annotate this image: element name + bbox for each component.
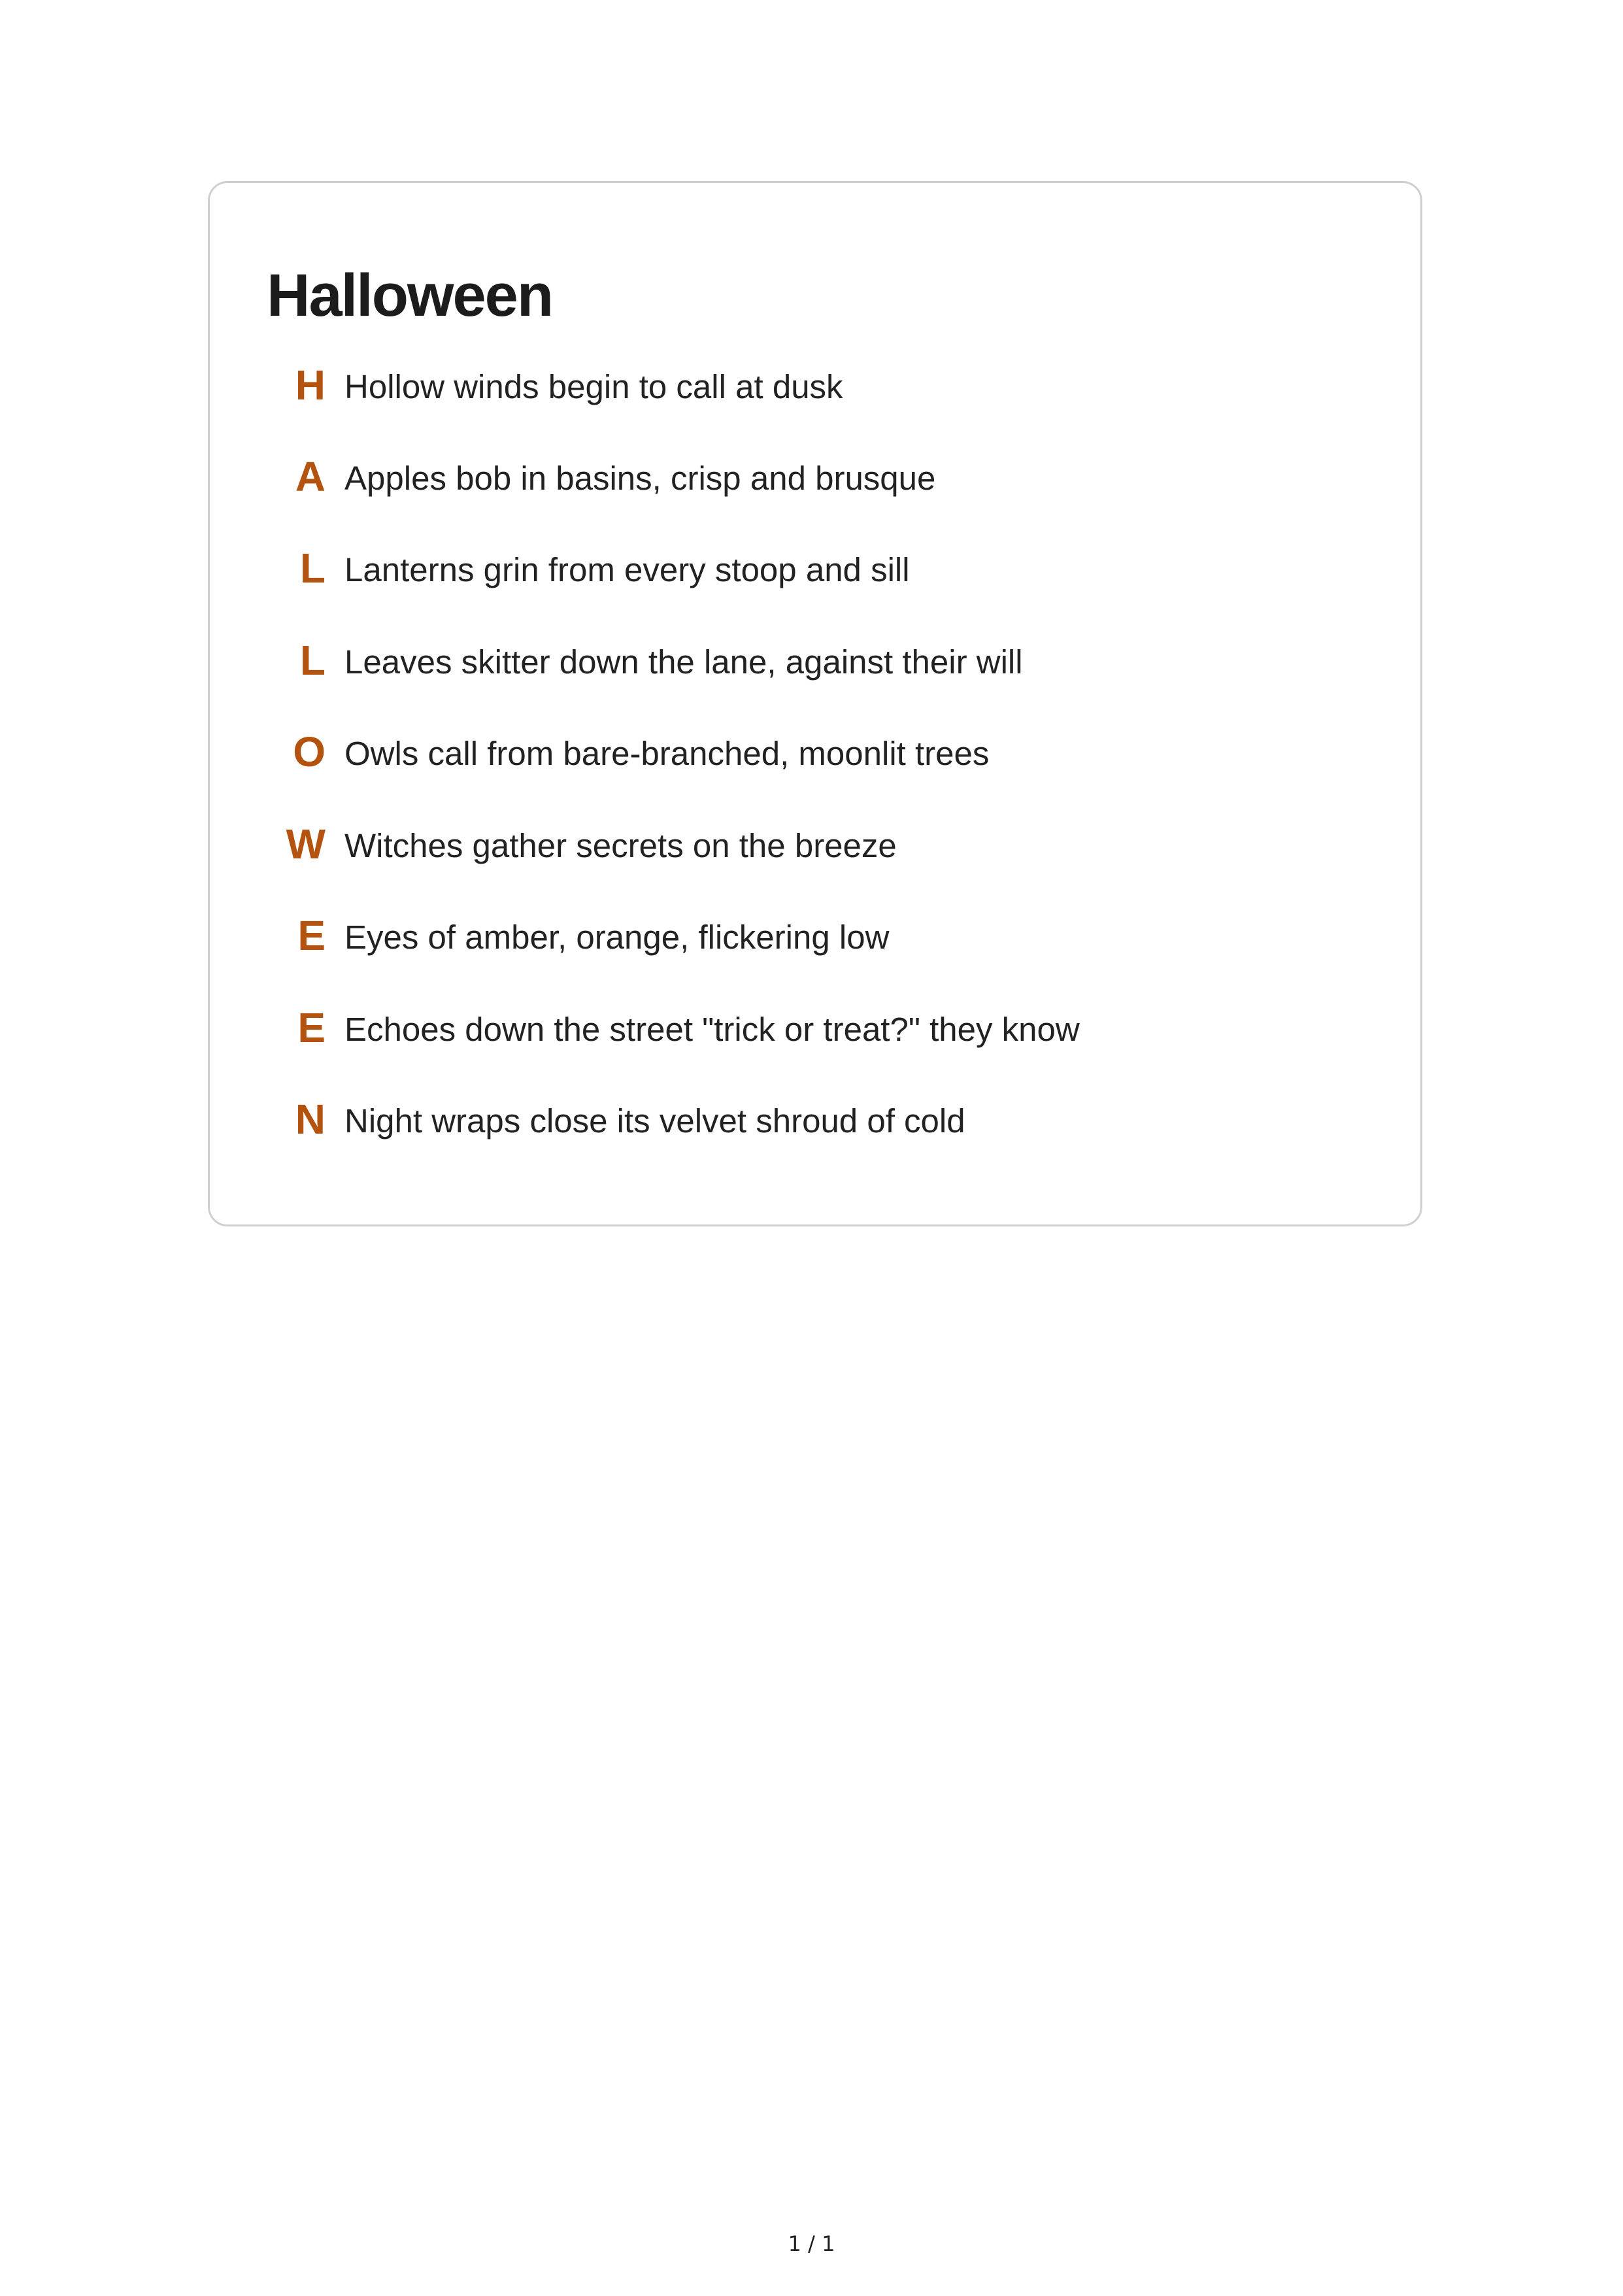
acrostic-line bbox=[0, 447, 1623, 506]
acrostic-initial: A bbox=[295, 453, 326, 500]
acrostic-line bbox=[0, 906, 1623, 965]
acrostic-verse: Owls call from bare-branched, moonlit trees bbox=[344, 735, 990, 772]
acrostic-verse: Witches gather secrets on the breeze bbox=[344, 827, 897, 864]
acrostic-initial: L bbox=[299, 637, 326, 684]
acrostic-verse: Echoes down the street "trick or treat?" they know bbox=[344, 1011, 1080, 1048]
acrostic-line bbox=[0, 722, 1623, 781]
acrostic-initial: H bbox=[295, 362, 326, 409]
acrostic-initial: N bbox=[295, 1096, 326, 1143]
acrostic-initial: L bbox=[299, 545, 326, 592]
acrostic-verse: Apples bob in basins, crisp and brusque bbox=[344, 460, 936, 497]
acrostic-initial: O bbox=[293, 728, 326, 775]
acrostic-verse: Night wraps close its velvet shroud of cold bbox=[344, 1102, 965, 1140]
poem-title: Halloween bbox=[267, 262, 553, 329]
page-number: 1 / 1 bbox=[788, 2231, 835, 2256]
acrostic-line bbox=[0, 539, 1623, 598]
acrostic-initial: E bbox=[297, 1004, 326, 1051]
acrostic-verse: Lanterns grin from every stoop and sill bbox=[344, 551, 910, 588]
acrostic-line bbox=[0, 815, 1623, 873]
acrostic-verse: Hollow winds begin to call at dusk bbox=[344, 368, 843, 405]
acrostic-line bbox=[0, 356, 1623, 414]
acrostic-line bbox=[0, 998, 1623, 1057]
acrostic-initial: W bbox=[286, 820, 326, 868]
acrostic-initial: E bbox=[297, 912, 326, 959]
acrostic-verse: Leaves skitter down the lane, against their will bbox=[344, 643, 1023, 681]
acrostic-line bbox=[0, 631, 1623, 690]
acrostic-verse: Eyes of amber, orange, flickering low bbox=[344, 919, 890, 956]
acrostic-line bbox=[0, 1090, 1623, 1149]
